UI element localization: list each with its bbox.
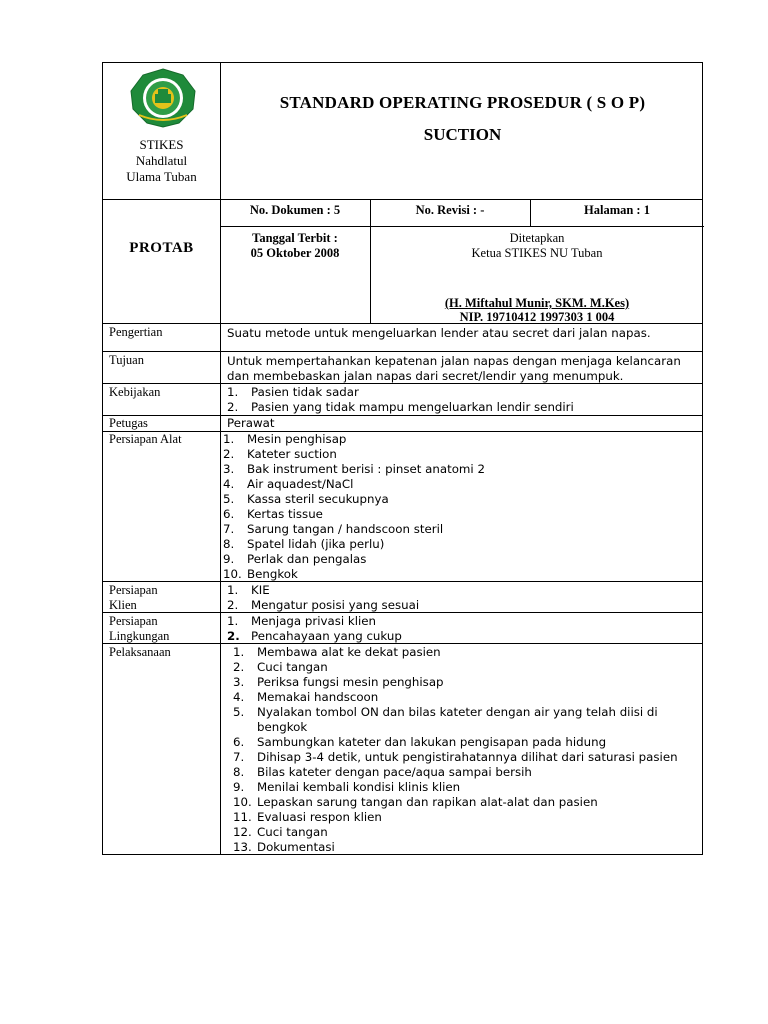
text-tujuan: Untuk mempertahankan kepatenan jalan napas dengan menjaga kelancaran dan membebaskan jalan napas dari secret/lendir yang menumpuk. — [227, 354, 681, 383]
protab-row — [102, 199, 703, 323]
list-persiapan-alat — [223, 432, 696, 582]
no-revisi: No. Revisi : - — [415, 203, 485, 217]
list-item: 2. Mengatur posisi yang sesuai — [227, 598, 420, 612]
list-item: 3. Periksa fungsi mesin penghisap — [233, 675, 444, 689]
list-item: 9. Perlak dan pengalas — [223, 552, 367, 566]
list-item: 1. KIE — [227, 583, 270, 597]
list-item: 11. Evaluasi respon klien — [233, 810, 382, 824]
row-persiapan-klien — [102, 581, 703, 612]
row-pengertian — [102, 323, 703, 351]
tanggal-terbit-value: 05 Oktober 2008 — [250, 246, 340, 260]
list-item: 10. Lepaskan sarung tangan dan rapikan alat-alat dan pasien — [233, 795, 598, 809]
list-item: 5. Nyalakan tombol ON dan bilas kateter dengan air yang telah diisi di bengkok — [233, 705, 658, 734]
list-item: 9. Menilai kembali kondisi klinis klien — [233, 780, 461, 794]
label-pelaksanaan: Pelaksanaan — [109, 645, 171, 659]
list-item: 5. Kassa steril secukupnya — [223, 492, 389, 506]
row-tujuan — [102, 351, 703, 383]
list-item: 2. Pasien yang tidak mampu mengeluarkan lendir sendiri — [227, 400, 574, 414]
signer-nip: NIP. 19710412 1997303 1 004 — [459, 310, 615, 324]
header-row — [102, 62, 703, 199]
label-kebijakan: Kebijakan — [109, 385, 161, 399]
text-petugas: Perawat — [227, 416, 275, 430]
no-dokumen: No. Dokumen : 5 — [249, 203, 341, 217]
document-title: STANDARD OPERATING PROSEDUR ( S O P) — [279, 93, 646, 112]
list-item: 7. Dihisap 3-4 detik, untuk pengistirahatannya dilihat dari saturasi pasien — [233, 750, 678, 764]
halaman: Halaman : 1 — [584, 203, 650, 217]
row-persiapan-alat — [102, 431, 703, 581]
list-item: 10. Bengkok — [223, 567, 298, 581]
protab-label: PROTAB — [129, 240, 194, 256]
ketua: Ketua STIKES NU Tuban — [471, 246, 603, 260]
row-pelaksanaan — [102, 643, 703, 855]
list-persiapan-klien — [227, 583, 696, 613]
label-tujuan: Tujuan — [109, 353, 144, 367]
list-item: 8. Spatel lidah (jika perlu) — [223, 537, 385, 551]
label-persiapan-lingkungan: Persiapan Lingkungan — [109, 614, 170, 643]
stikes-logo — [125, 67, 201, 129]
list-item: 4. Memakai handscoon — [233, 690, 379, 704]
list-persiapan-lingkungan — [227, 614, 696, 644]
list-item: 7. Sarung tangan / handscoon steril — [223, 522, 444, 536]
list-item: 2. Pencahayaan yang cukup — [227, 629, 402, 643]
list-item: 4. Air aquadest/NaCl — [223, 477, 354, 491]
list-item: 2. Cuci tangan — [233, 660, 328, 674]
institution-name: STIKES Nahdlatul Ulama Tuban — [126, 137, 197, 184]
list-item: 12. Cuci tangan — [233, 825, 328, 839]
label-persiapan-klien: Persiapan Klien — [109, 583, 158, 612]
document-subtitle: SUCTION — [423, 125, 502, 144]
list-kebijakan — [227, 385, 696, 415]
list-item: 13. Dokumentasi — [233, 840, 335, 854]
list-item: 8. Bilas kateter dengan pace/aqua sampai bersih — [233, 765, 532, 779]
row-petugas — [102, 415, 703, 431]
label-petugas: Petugas — [109, 416, 148, 430]
label-persiapan-alat: Persiapan Alat — [109, 432, 182, 446]
row-persiapan-lingkungan — [102, 612, 703, 643]
signer-name: (H. Miftahul Munir, SKM. M.Kes) — [444, 296, 630, 310]
list-item: 2. Kateter suction — [223, 447, 337, 461]
row-kebijakan — [102, 383, 703, 415]
list-item: 1. Membawa alat ke dekat pasien — [233, 645, 441, 659]
list-item: 6. Sambungkan kateter dan lakukan pengisapan pada hidung — [233, 735, 607, 749]
list-item: 6. Kertas tissue — [223, 507, 323, 521]
list-item: 3. Bak instrument berisi : pinset anatomi 2 — [223, 462, 485, 476]
tanggal-terbit-label: Tanggal Terbit : — [252, 231, 338, 245]
ditetapkan: Ditetapkan — [509, 231, 565, 245]
list-pelaksanaan — [233, 645, 696, 855]
label-pengertian: Pengertian — [109, 325, 163, 339]
list-item: 1. Pasien tidak sadar — [227, 385, 359, 399]
list-item: 1. Mesin penghisap — [223, 432, 347, 446]
text-pengertian: Suatu metode untuk mengeluarkan lender atau secret dari jalan napas. — [227, 326, 651, 340]
list-item: 1. Menjaga privasi klien — [227, 614, 377, 628]
